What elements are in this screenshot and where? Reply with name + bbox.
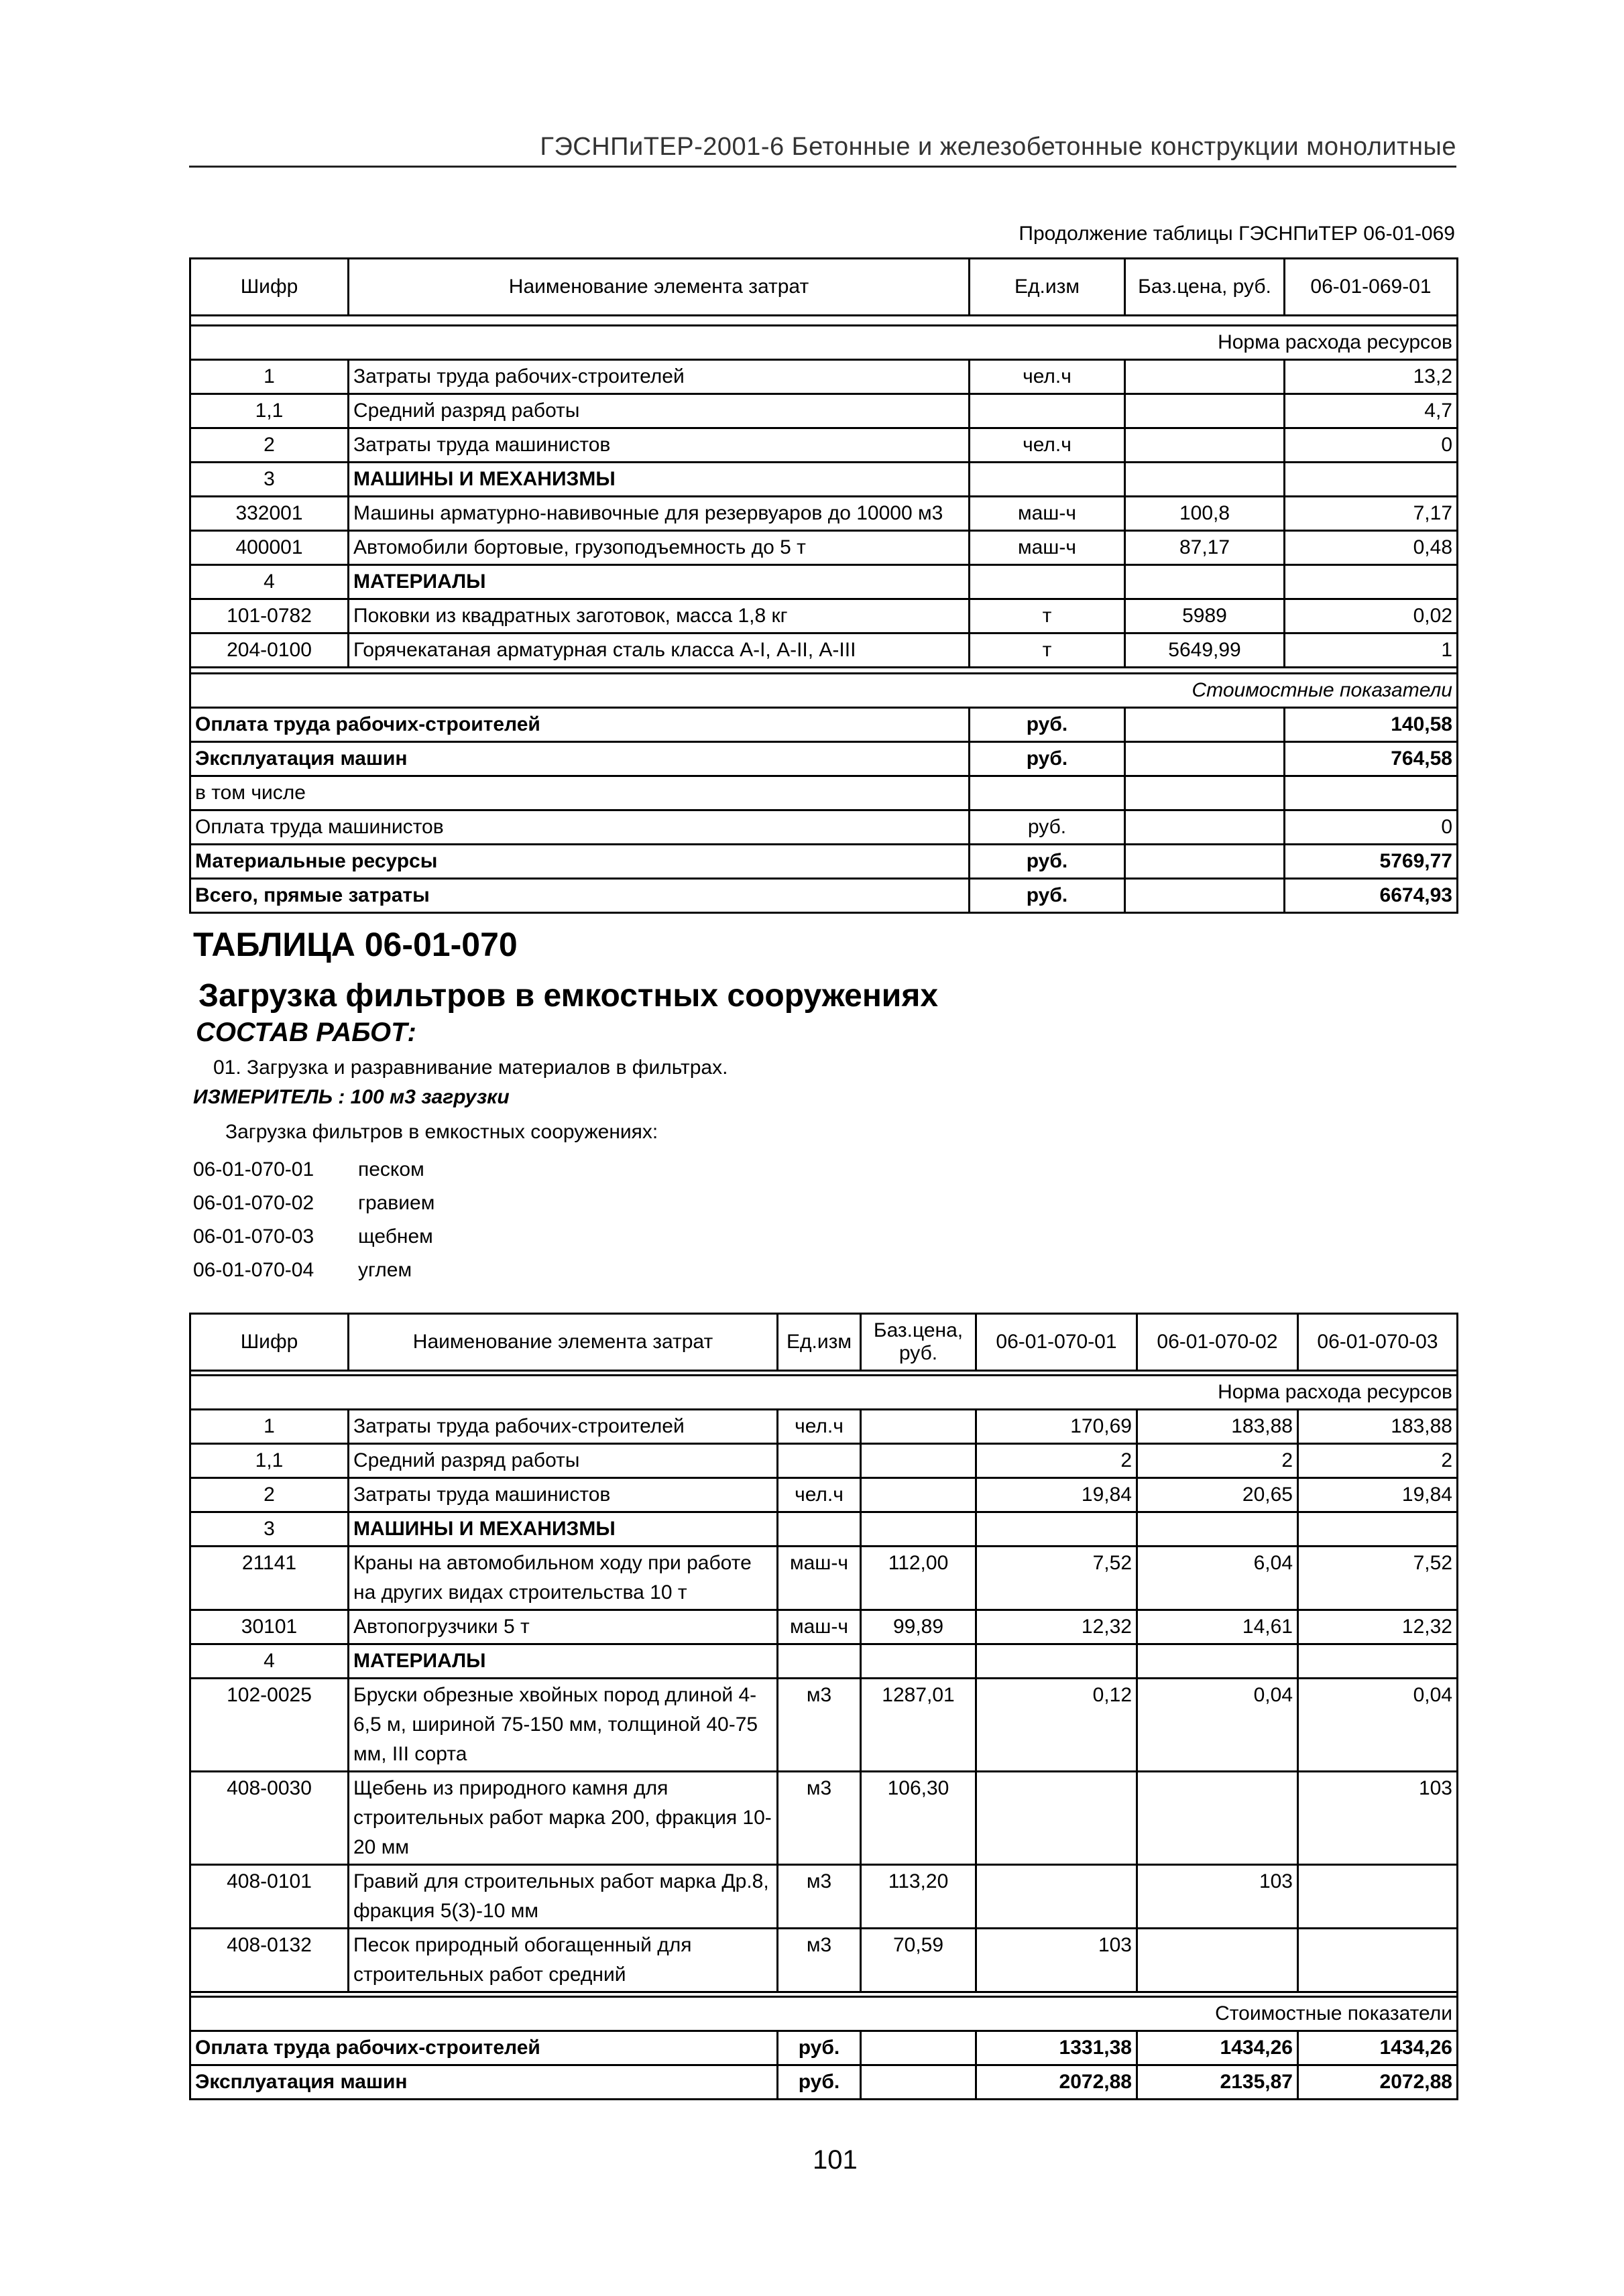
cost-unit: руб. xyxy=(970,708,1125,742)
cost-unit: руб. xyxy=(970,845,1125,879)
row-value-2 xyxy=(1137,1644,1298,1679)
row-price xyxy=(861,1444,976,1478)
row-price xyxy=(1125,565,1285,599)
cost-row xyxy=(190,2031,1458,2065)
norm-label: Норма расхода ресурсов xyxy=(190,1376,1458,1410)
row-value-2: 20,65 xyxy=(1137,1478,1298,1512)
cost-row xyxy=(190,845,1458,879)
row-value-2: 183,88 xyxy=(1137,1410,1298,1444)
row-name: Затраты труда машинистов xyxy=(349,1478,778,1512)
cost-row xyxy=(190,810,1458,845)
row-value-1 xyxy=(976,1772,1137,1865)
row-value-3: 183,88 xyxy=(1298,1410,1458,1444)
row-value-1 xyxy=(976,1644,1137,1679)
row-value-3: 19,84 xyxy=(1298,1478,1458,1512)
header-code: Шифр xyxy=(190,259,349,316)
row-name: Затраты труда машинистов xyxy=(349,428,970,463)
row-price xyxy=(1125,428,1285,463)
cost-value: 6674,93 xyxy=(1285,879,1458,913)
code-label: углем xyxy=(358,1259,412,1281)
code-label: гравием xyxy=(358,1192,435,1214)
row-code: 1 xyxy=(190,1410,349,1444)
row-value-1: 0,12 xyxy=(976,1679,1137,1772)
cost-unit: руб. xyxy=(970,810,1125,845)
row-unit: т xyxy=(970,599,1125,633)
row-code: 1 xyxy=(190,360,349,394)
table-row xyxy=(190,360,1458,394)
row-value: 0 xyxy=(1285,428,1458,463)
page-number: 101 xyxy=(813,2145,858,2175)
cost-value xyxy=(1285,776,1458,810)
table-row xyxy=(190,497,1458,531)
row-value: 0,02 xyxy=(1285,599,1458,633)
table-row xyxy=(190,428,1458,463)
table-06-01-069 xyxy=(189,257,1458,914)
cost-unit: руб. xyxy=(970,742,1125,776)
header-unit: Ед.изм xyxy=(778,1314,861,1371)
row-value-3: 0,04 xyxy=(1298,1679,1458,1772)
row-value-2: 103 xyxy=(1137,1865,1298,1929)
row-price xyxy=(861,1644,976,1679)
row-value: 1 xyxy=(1285,633,1458,668)
cost-label: Стоимостные показатели xyxy=(190,674,1458,708)
row-value-3: 2 xyxy=(1298,1444,1458,1478)
cost-unit xyxy=(970,776,1125,810)
row-value xyxy=(1285,463,1458,497)
cost-label: Стоимостные показатели xyxy=(190,1997,1458,2031)
row-price: 70,59 xyxy=(861,1929,976,1992)
table-row xyxy=(190,1478,1458,1512)
row-price xyxy=(1125,360,1285,394)
row-name: Гравий для строительных работ марка Др.8, фракция 5(3)-10 мм xyxy=(349,1865,778,1929)
cost-value-3: 2072,88 xyxy=(1298,2065,1458,2100)
row-price: 99,89 xyxy=(861,1610,976,1644)
row-unit: чел.ч xyxy=(778,1410,861,1444)
row-name: Поковки из квадратных заготовок, масса 1,8 кг xyxy=(349,599,970,633)
row-code: 408-0101 xyxy=(190,1865,349,1929)
row-value-1 xyxy=(976,1512,1137,1547)
row-price: 87,17 xyxy=(1125,531,1285,565)
row-unit: маш-ч xyxy=(970,531,1125,565)
row-value-1: 12,32 xyxy=(976,1610,1137,1644)
cost-row xyxy=(190,742,1458,776)
row-code: 408-0132 xyxy=(190,1929,349,1992)
row-name: Автопогрузчики 5 т xyxy=(349,1610,778,1644)
row-code: 30101 xyxy=(190,1610,349,1644)
row-value-1: 2 xyxy=(976,1444,1137,1478)
code: 06-01-070-04 xyxy=(193,1259,314,1281)
row-value-3: 7,52 xyxy=(1298,1547,1458,1610)
row-name: Краны на автомобильном ходу при работе на других видах строительства 10 т xyxy=(349,1547,778,1610)
row-name: Средний разряд работы xyxy=(349,394,970,428)
row-unit xyxy=(778,1644,861,1679)
row-price: 1287,01 xyxy=(861,1679,976,1772)
row-value xyxy=(1285,565,1458,599)
row-value-2: 2 xyxy=(1137,1444,1298,1478)
cost-row xyxy=(190,879,1458,913)
row-price xyxy=(1125,463,1285,497)
row-value-2: 14,61 xyxy=(1137,1610,1298,1644)
table-row xyxy=(190,531,1458,565)
row-value: 4,7 xyxy=(1285,394,1458,428)
table-row xyxy=(190,599,1458,633)
header-col1: 06-01-069-01 xyxy=(1285,259,1458,316)
row-price: 106,30 xyxy=(861,1772,976,1865)
list-item xyxy=(193,1254,434,1287)
header-name: Наименование элемента затрат xyxy=(349,259,970,316)
table-row xyxy=(190,633,1458,668)
cost-name: Оплата труда рабочих-строителей xyxy=(190,708,970,742)
row-section-title: МАШИНЫ И МЕХАНИЗМЫ xyxy=(349,463,970,497)
measure-unit: ИЗМЕРИТЕЛЬ : 100 м3 загрузки xyxy=(193,1086,510,1108)
cost-value: 0 xyxy=(1285,810,1458,845)
code: 06-01-070-02 xyxy=(193,1192,314,1214)
row-section-title: МАТЕРИАЛЫ xyxy=(349,1644,778,1679)
row-unit: т xyxy=(970,633,1125,668)
row-unit: маш-ч xyxy=(778,1547,861,1610)
row-code: 21141 xyxy=(190,1547,349,1610)
cost-value-1: 2072,88 xyxy=(976,2065,1137,2100)
cost-name: Материальные ресурсы xyxy=(190,845,970,879)
row-unit xyxy=(970,394,1125,428)
row-unit: чел.ч xyxy=(970,360,1125,394)
header-col2: 06-01-070-02 xyxy=(1137,1314,1298,1371)
code: 06-01-070-03 xyxy=(193,1225,314,1248)
table-row xyxy=(190,1410,1458,1444)
row-value-2: 6,04 xyxy=(1137,1547,1298,1610)
cost-name: Оплата труда машинистов xyxy=(190,810,970,845)
row-value-2 xyxy=(1137,1772,1298,1865)
row-code: 408-0030 xyxy=(190,1772,349,1865)
table-row xyxy=(190,463,1458,497)
table-title: ТАБЛИЦА 06-01-070 xyxy=(193,926,518,963)
table-row xyxy=(190,1679,1458,1772)
table-row xyxy=(190,1547,1458,1610)
table-06-01-070 xyxy=(189,1313,1458,2100)
works-item: 01. Загрузка и разравнивание материалов в фильтрах. xyxy=(213,1056,728,1079)
header-col3: 06-01-070-03 xyxy=(1298,1314,1458,1371)
code-label: щебнем xyxy=(358,1225,433,1248)
row-value-3: 12,32 xyxy=(1298,1610,1458,1644)
row-section-title: МАТЕРИАЛЫ xyxy=(349,565,970,599)
table-row xyxy=(190,1772,1458,1865)
row-section-title: МАШИНЫ И МЕХАНИЗМЫ xyxy=(349,1512,778,1547)
row-value-1: 7,52 xyxy=(976,1547,1137,1610)
row-name: Горячекатаная арматурная сталь класса А-I, А-II, А-III xyxy=(349,633,970,668)
row-value-3 xyxy=(1298,1644,1458,1679)
cost-row xyxy=(190,776,1458,810)
row-name: Автомобили бортовые, грузоподъемность до 5 т xyxy=(349,531,970,565)
row-name: Машины арматурно-навивочные для резервуаров до 10000 м3 xyxy=(349,497,970,531)
table-row xyxy=(190,1865,1458,1929)
row-value-3 xyxy=(1298,1865,1458,1929)
row-code: 1,1 xyxy=(190,394,349,428)
row-value-3 xyxy=(1298,1929,1458,1992)
row-unit xyxy=(970,463,1125,497)
row-value-2 xyxy=(1137,1512,1298,1547)
continuation-caption: Продолжение таблицы ГЭСНПиТЕР 06-01-069 xyxy=(1019,223,1455,245)
row-unit xyxy=(970,565,1125,599)
row-value: 13,2 xyxy=(1285,360,1458,394)
table-row xyxy=(190,1644,1458,1679)
cost-value-2: 1434,26 xyxy=(1137,2031,1298,2065)
cost-value: 140,58 xyxy=(1285,708,1458,742)
cost-name: Эксплуатация машин xyxy=(190,742,970,776)
row-code: 204-0100 xyxy=(190,633,349,668)
row-price xyxy=(1125,394,1285,428)
cost-value-3: 1434,26 xyxy=(1298,2031,1458,2065)
row-code: 101-0782 xyxy=(190,599,349,633)
row-price: 5989 xyxy=(1125,599,1285,633)
header-unit: Ед.изм xyxy=(970,259,1125,316)
row-value-2 xyxy=(1137,1929,1298,1992)
list-item xyxy=(193,1220,434,1254)
cost-name: Оплата труда рабочих-строителей xyxy=(190,2031,778,2065)
row-code: 4 xyxy=(190,565,349,599)
row-price xyxy=(861,1512,976,1547)
cost-unit: руб. xyxy=(778,2065,861,2100)
cost-value-1: 1331,38 xyxy=(976,2031,1137,2065)
row-code: 4 xyxy=(190,1644,349,1679)
row-name: Бруски обрезные хвойных пород длиной 4-6,5 м, шириной 75-150 мм, толщиной 40-75 мм, III сорта xyxy=(349,1679,778,1772)
row-code: 3 xyxy=(190,1512,349,1547)
cost-name: Всего, прямые затраты xyxy=(190,879,970,913)
cost-value-2: 2135,87 xyxy=(1137,2065,1298,2100)
row-value-2: 0,04 xyxy=(1137,1679,1298,1772)
row-value-1: 103 xyxy=(976,1929,1137,1992)
works-label: СОСТАВ РАБОТ: xyxy=(196,1018,416,1047)
row-price xyxy=(861,1478,976,1512)
cost-value: 764,58 xyxy=(1285,742,1458,776)
table-row xyxy=(190,1610,1458,1644)
cost-name: в том числе xyxy=(190,776,970,810)
cost-unit: руб. xyxy=(970,879,1125,913)
row-code: 2 xyxy=(190,1478,349,1512)
cost-value: 5769,77 xyxy=(1285,845,1458,879)
cost-row xyxy=(190,708,1458,742)
table-row xyxy=(190,1444,1458,1478)
row-unit xyxy=(778,1512,861,1547)
section-heading: Загрузка фильтров в емкостных сооружениях xyxy=(198,978,939,1014)
table-row xyxy=(190,1512,1458,1547)
row-code: 332001 xyxy=(190,497,349,531)
row-price: 100,8 xyxy=(1125,497,1285,531)
code: 06-01-070-01 xyxy=(193,1158,314,1181)
row-value-1 xyxy=(976,1865,1137,1929)
codes-list xyxy=(193,1153,434,1287)
row-code: 400001 xyxy=(190,531,349,565)
row-value-3: 103 xyxy=(1298,1772,1458,1865)
table-row xyxy=(190,394,1458,428)
row-name: Затраты труда рабочих-строителей xyxy=(349,360,970,394)
table-row xyxy=(190,1929,1458,1992)
cost-row xyxy=(190,2065,1458,2100)
row-value-1: 170,69 xyxy=(976,1410,1137,1444)
running-header: ГЭСНПиТЕР-2001-6 Бетонные и железобетонные конструкции монолитные xyxy=(189,133,1456,168)
header-price: Баз.цена, руб. xyxy=(861,1314,976,1371)
row-price: 113,20 xyxy=(861,1865,976,1929)
row-value: 7,17 xyxy=(1285,497,1458,531)
norm-label: Норма расхода ресурсов xyxy=(190,326,1458,360)
row-code: 1,1 xyxy=(190,1444,349,1478)
row-code: 2 xyxy=(190,428,349,463)
cost-name: Эксплуатация машин xyxy=(190,2065,778,2100)
row-price: 5649,99 xyxy=(1125,633,1285,668)
header-name: Наименование элемента затрат xyxy=(349,1314,778,1371)
row-price xyxy=(861,1410,976,1444)
header-price: Баз.цена, руб. xyxy=(1125,259,1285,316)
code-label: песком xyxy=(358,1158,424,1181)
row-name: Песок природный обогащенный для строительных работ средний xyxy=(349,1929,778,1992)
row-unit: маш-ч xyxy=(970,497,1125,531)
row-unit: м3 xyxy=(778,1679,861,1772)
codes-intro: Загрузка фильтров в емкостных сооружениях: xyxy=(225,1121,658,1143)
list-item xyxy=(193,1187,434,1220)
header-col1: 06-01-070-01 xyxy=(976,1314,1137,1371)
row-name: Затраты труда рабочих-строителей xyxy=(349,1410,778,1444)
row-name: Средний разряд работы xyxy=(349,1444,778,1478)
row-unit: м3 xyxy=(778,1929,861,1992)
row-unit: маш-ч xyxy=(778,1610,861,1644)
row-value-3 xyxy=(1298,1512,1458,1547)
header-code: Шифр xyxy=(190,1314,349,1371)
row-unit: м3 xyxy=(778,1865,861,1929)
row-value-1: 19,84 xyxy=(976,1478,1137,1512)
list-item xyxy=(193,1153,434,1187)
row-unit: м3 xyxy=(778,1772,861,1865)
row-name: Щебень из природного камня для строительных работ марка 200, фракция 10-20 мм xyxy=(349,1772,778,1865)
row-code: 102-0025 xyxy=(190,1679,349,1772)
row-value: 0,48 xyxy=(1285,531,1458,565)
table-row xyxy=(190,565,1458,599)
row-unit xyxy=(778,1444,861,1478)
row-price: 112,00 xyxy=(861,1547,976,1610)
cost-unit: руб. xyxy=(778,2031,861,2065)
row-unit: чел.ч xyxy=(778,1478,861,1512)
row-code: 3 xyxy=(190,463,349,497)
row-unit: чел.ч xyxy=(970,428,1125,463)
